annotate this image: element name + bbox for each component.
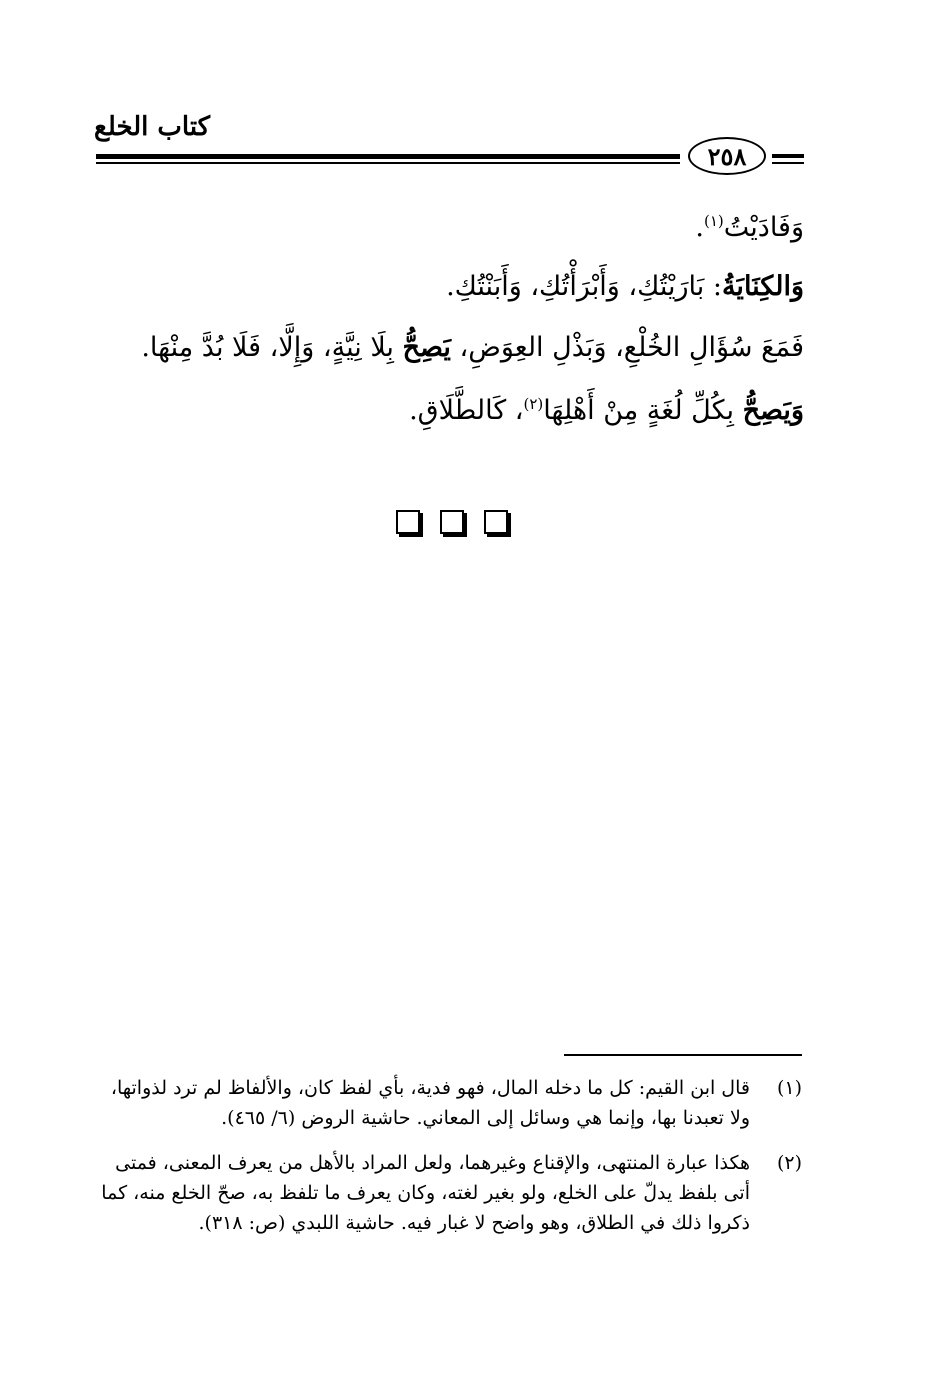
- text-line-1: [110, 212, 804, 244]
- square-icon: [440, 510, 464, 534]
- header-rule-right-thin: [772, 162, 804, 164]
- header-rule-thin: [96, 162, 680, 164]
- text-span: ، كَالطَّلَاقِ.: [409, 395, 524, 426]
- text-span: بِكُلِّ لُغَةٍ مِنْ أَهْلِهَا: [543, 395, 734, 426]
- footnote-text: قال ابن القيم: كل ما دخله المال، فهو فدية، بأي لفظ كان، والألفاظ لم ترد لذواتها، ولا تعبدنا بها، وإنما هي وسائل إلى المعاني. حاشية الروض (٦/ ٤٦٥).: [110, 1077, 750, 1130]
- footnote-ref-1[interactable]: (١): [703, 212, 724, 230]
- text-span: .: [695, 212, 704, 243]
- footnote-ref-2[interactable]: (٢): [523, 395, 544, 413]
- section-separator: [396, 510, 508, 538]
- footnote-divider: [564, 1054, 802, 1056]
- bold-term: وَيَصِحُّ: [742, 395, 804, 426]
- footnote-2: [96, 1148, 802, 1239]
- text-span: : بَارَيْتُكِ، وَأَبْرَأْتُكِ، وَأَبَنْتُكِ.: [446, 271, 722, 302]
- heading-term: وَالكِنَايَةُ: [721, 271, 804, 302]
- page-number: ٢٥٨: [688, 137, 766, 175]
- header-rule: [96, 154, 680, 159]
- text-line-4: [110, 395, 804, 427]
- square-icon: [484, 510, 508, 534]
- text-line-2: [110, 271, 804, 303]
- running-title: كتاب الخلع: [94, 112, 211, 142]
- footnote-text: هكذا عبارة المنتهى، والإقناع وغيرهما، ولعل المراد بالأهل من يعرف المعنى، فمتى أتى بلفظ يدلّ على الخلع، ولو بغير لغته، وكان يعرف ما تلفظ به، صحّ الخلع منه، كما ذكروا ذلك في الطلاق، وهو واضح لا غبار فيه. حاشية اللبدي (ص: ٣١٨).: [101, 1152, 750, 1235]
- text-span: بِلَا نِيَّةٍ، وَإِلَّا، فَلَا بُدَّ مِنْهَا.: [141, 332, 394, 363]
- square-icon: [396, 510, 420, 534]
- text-line-3: [110, 332, 804, 364]
- bold-term: يَصِحُّ: [402, 332, 451, 363]
- header-rule-right: [772, 154, 804, 158]
- footnote-marker: (٢): [776, 1152, 802, 1174]
- footnote-1: [96, 1073, 802, 1133]
- footnote-marker: (١): [776, 1077, 802, 1099]
- text-span: فَمَعَ سُؤَالِ الخُلْعِ، وَبَذْلِ العِوَضِ،: [459, 332, 804, 363]
- text-span: وَفَادَيْتُ: [723, 212, 804, 243]
